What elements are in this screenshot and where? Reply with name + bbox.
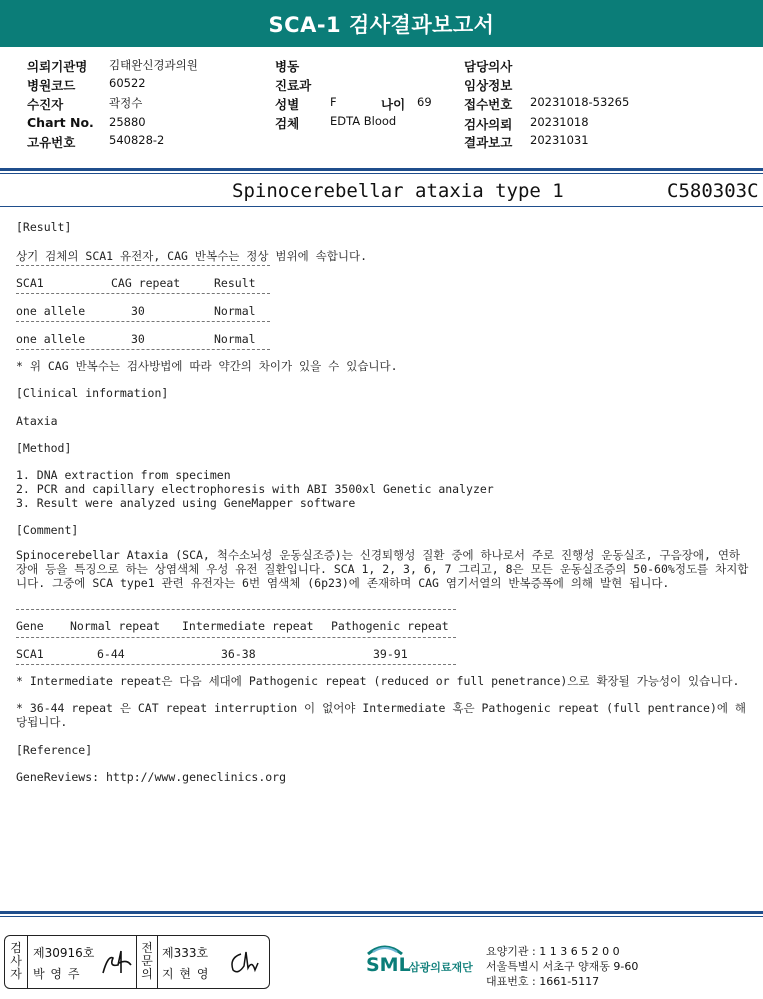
unique-value: 540828-2 bbox=[109, 133, 165, 147]
signature-box bbox=[4, 935, 270, 989]
method-step-2: 2. PCR and capillary electrophoresis with ABI 3500xl Genetic analyzer bbox=[16, 482, 494, 496]
specimen-label: 검체 bbox=[275, 116, 300, 131]
report-label: 결과보고 bbox=[464, 135, 513, 150]
header-divider-thin bbox=[0, 173, 763, 174]
receipt-value: 20231018-53265 bbox=[530, 95, 630, 109]
sex-label: 성별 bbox=[275, 97, 300, 112]
unique-label: 고유번호 bbox=[27, 135, 76, 150]
reviewer-name: 지 현 영 bbox=[162, 967, 210, 981]
result-table-rule-head bbox=[16, 293, 270, 294]
institution-code: 요양기관 : 1 1 3 6 5 2 0 0 bbox=[486, 945, 620, 958]
reference-text: GeneReviews: http://www.geneclinics.org bbox=[16, 770, 287, 784]
inspector-signature bbox=[100, 946, 134, 980]
inspector-label-cell bbox=[5, 936, 28, 988]
ward-label: 병동 bbox=[275, 59, 300, 74]
result-table-rule-top bbox=[16, 265, 270, 266]
repeat-row-normal: 6-44 bbox=[97, 647, 125, 661]
doctor-label: 담당의사 bbox=[464, 59, 513, 74]
repeat-row-pathogenic: 39-91 bbox=[373, 647, 408, 661]
repeat-col-intermediate: Intermediate repeat bbox=[182, 619, 314, 633]
reviewer-label: 전 문 의 bbox=[141, 941, 153, 981]
inspector-label: 검 사 자 bbox=[10, 941, 22, 981]
reference-heading: [Reference] bbox=[16, 743, 93, 757]
footer-divider-thin bbox=[0, 916, 763, 917]
institution-label: 의뢰기관명 bbox=[27, 59, 88, 74]
result-row-2-allele: one allele bbox=[16, 332, 86, 346]
repeat-table-rule-head bbox=[16, 637, 456, 638]
inspector-number: 제30916호 bbox=[33, 946, 95, 960]
result-row-1-repeat: 30 bbox=[131, 304, 145, 318]
comment-heading: [Comment] bbox=[16, 523, 79, 537]
hospital-code-label: 병원코드 bbox=[27, 78, 76, 93]
result-col-repeat: CAG repeat bbox=[111, 276, 181, 290]
result-row-2-result: Normal bbox=[214, 332, 256, 346]
headline-divider bbox=[0, 206, 763, 207]
organization-address: 서울특별시 서초구 양재동 9-60 bbox=[486, 960, 639, 973]
patient-value: 곽정수 bbox=[109, 96, 143, 110]
method-step-1: 1. DNA extraction from specimen bbox=[16, 468, 231, 482]
patient-label: 수진자 bbox=[27, 97, 64, 112]
dept-label: 진료과 bbox=[275, 78, 312, 93]
chart-label: Chart No. bbox=[27, 115, 94, 130]
request-label: 검사의뢰 bbox=[464, 117, 513, 132]
specimen-value: EDTA Blood bbox=[330, 114, 397, 128]
comment-note-2: * 36-44 repeat 은 CAT repeat interruption 이 없어야 Intermediate 혹은 Pathogenic repeat (full pentrance)에 해당됩니다. bbox=[16, 701, 747, 729]
inspector-name: 박 영 주 bbox=[33, 967, 81, 981]
age-label: 나이 bbox=[381, 97, 406, 112]
institution-value: 김태완신경과의원 bbox=[109, 58, 198, 72]
result-summary: 상기 검체의 SCA1 유전자, CAG 반복수는 정상 범위에 속합니다. bbox=[16, 249, 367, 263]
sml-logo-text: SML bbox=[366, 954, 411, 976]
result-note: * 위 CAG 반복수는 검사방법에 따라 약간의 차이가 있을 수 있습니다. bbox=[16, 359, 398, 373]
report-title: SCA-1 검사결과보고서 bbox=[0, 0, 763, 47]
result-row-1-allele: one allele bbox=[16, 304, 86, 318]
method-step-3: 3. Result were analyzed using GeneMapper software bbox=[16, 496, 356, 510]
comment-paragraph: Spinocerebellar Ataxia (SCA, 척수소뇌성 운동실조증)는 신경퇴행성 질환 중에 하나로서 주로 진행성 운동실조, 구음장애, 연하장애 등을 특징으로 하는 상염색체 우성 유전 질환입니다. SCA 1, 2, 3, 6, 7 그리고, 8은 모든 운동실조증의 50-60%정도를 차지합니다. 그중에 SCA type1 관련 유전자는 6번 염색체 (6p23)에 존재하며 CAG 염기서열의 반복증폭에 의해 발현 됩니다. bbox=[16, 548, 749, 590]
result-row-2-repeat: 30 bbox=[131, 332, 145, 346]
sex-value: F bbox=[330, 95, 337, 109]
result-row-1-result: Normal bbox=[214, 304, 256, 318]
repeat-col-pathogenic: Pathogenic repeat bbox=[331, 619, 449, 633]
result-col-result: Result bbox=[214, 276, 256, 290]
repeat-table-rule-top bbox=[16, 609, 456, 610]
repeat-row-gene: SCA1 bbox=[16, 647, 44, 661]
method-heading: [Method] bbox=[16, 441, 72, 455]
comment-note-1: * Intermediate repeat은 다음 세대에 Pathogenic repeat (reduced or full penetrance)으로 확장될 가능성이 있습니다. bbox=[16, 674, 740, 688]
header-divider bbox=[0, 168, 763, 171]
age-value: 69 bbox=[417, 95, 432, 109]
report-value: 20231031 bbox=[530, 133, 589, 147]
request-value: 20231018 bbox=[530, 115, 589, 129]
reviewer-number: 제333호 bbox=[162, 946, 209, 960]
result-table-rule-bottom bbox=[16, 349, 270, 350]
repeat-table-rule-bottom bbox=[16, 664, 456, 665]
result-heading: [Result] bbox=[16, 220, 72, 234]
repeat-row-intermediate: 36-38 bbox=[221, 647, 256, 661]
repeat-col-gene: Gene bbox=[16, 619, 44, 633]
clinical-label: 임상정보 bbox=[464, 78, 513, 93]
clinical-heading: [Clinical information] bbox=[16, 386, 169, 400]
clinical-text: Ataxia bbox=[16, 414, 58, 428]
reviewer-label-cell bbox=[136, 936, 158, 988]
reviewer-signature bbox=[227, 948, 261, 978]
test-code: C580303C bbox=[667, 180, 759, 202]
result-col-gene: SCA1 bbox=[16, 276, 44, 290]
result-table-rule-mid bbox=[16, 321, 270, 322]
repeat-col-normal: Normal repeat bbox=[70, 619, 161, 633]
patient-info-block bbox=[0, 52, 763, 152]
test-name: Spinocerebellar ataxia type 1 bbox=[232, 180, 564, 202]
hospital-code-value: 60522 bbox=[109, 76, 146, 90]
chart-value: 25880 bbox=[109, 115, 146, 129]
organization-phone: 대표번호 : 1661-5117 bbox=[486, 975, 600, 988]
organization-name: 삼광의료재단 bbox=[409, 961, 473, 974]
receipt-label: 접수번호 bbox=[464, 97, 513, 112]
footer-divider bbox=[0, 911, 763, 914]
